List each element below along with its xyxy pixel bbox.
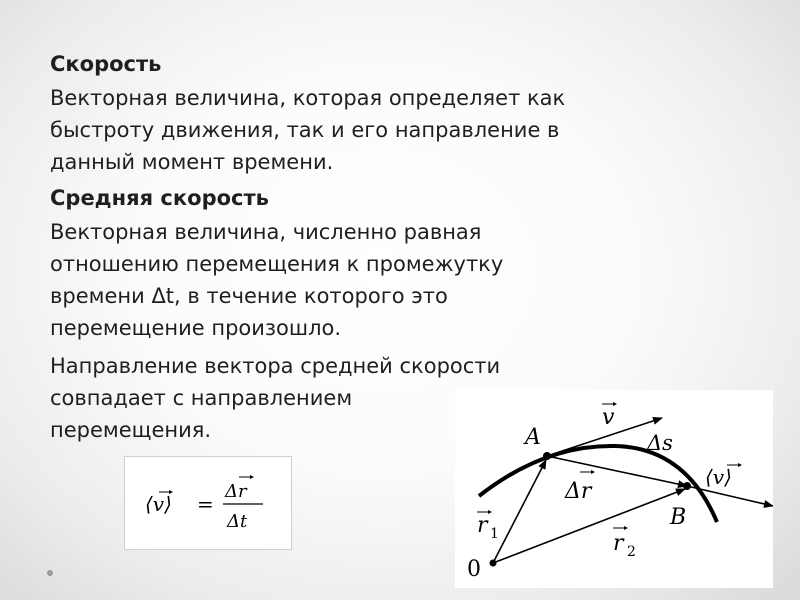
label-r1: r (477, 513, 488, 538)
speed-definition-line-1: Векторная величина, которая определяет как (50, 86, 566, 110)
direction-line-3: перемещения. (50, 418, 212, 442)
label-origin: 0 (467, 557, 481, 582)
heading-average-speed: Средняя скорость (50, 186, 269, 210)
label-r2-subscript: 2 (627, 544, 636, 560)
formula-lhs: ⟨v⟩ (145, 492, 172, 516)
speed-definition (50, 82, 750, 178)
formula-box (124, 456, 292, 550)
formula-numerator: Δr (225, 481, 247, 502)
label-v: v (602, 405, 615, 430)
heading-speed: Скорость (50, 52, 162, 76)
label-delta-s: Δs (647, 431, 673, 455)
formula-equals: = (197, 492, 214, 516)
formula-svg (125, 457, 291, 549)
avg-definition-line-1: Векторная величина, численно равная (50, 220, 482, 244)
direction-line-1: Направление вектора средней скорости (50, 354, 501, 378)
average-speed-definition (50, 216, 750, 344)
figure-svg (455, 390, 773, 588)
origin-point (490, 560, 497, 567)
label-a: A (525, 425, 541, 450)
r2-label-arrowhead (624, 526, 628, 530)
label-b: B (670, 505, 687, 530)
speed-definition-line-3: данный момент времени. (50, 150, 334, 174)
dr-label-arrowhead (591, 470, 595, 474)
average-velocity-vector (687, 486, 773, 506)
avg-definition-line-4: перемещение произошло. (50, 316, 342, 340)
point-a (543, 452, 551, 460)
avg-definition-line-2: отношению перемещения к промежутку (50, 252, 504, 276)
label-average-velocity: ⟨v⟩ (705, 465, 732, 489)
speed-definition-line-2: быстроту движения, так и его направление в (50, 118, 560, 142)
label-r1-subscript: 1 (490, 526, 499, 542)
avg-definition-line-3: времени Δt, в течение которого это (50, 284, 448, 308)
r1-label-arrowhead (488, 510, 492, 514)
label-r2: r (613, 531, 624, 556)
avg-v-label-arrowhead (738, 463, 742, 467)
trajectory-figure (455, 390, 773, 588)
direction-line-2: совпадает с направлением (50, 386, 353, 410)
radius-vector-r1 (493, 460, 546, 563)
label-delta-r: Δr (565, 479, 592, 504)
formula-denominator: Δt (227, 511, 248, 532)
point-b (683, 482, 691, 490)
empty-bullet (47, 570, 53, 576)
numerator-vector-arrowhead (250, 475, 254, 479)
